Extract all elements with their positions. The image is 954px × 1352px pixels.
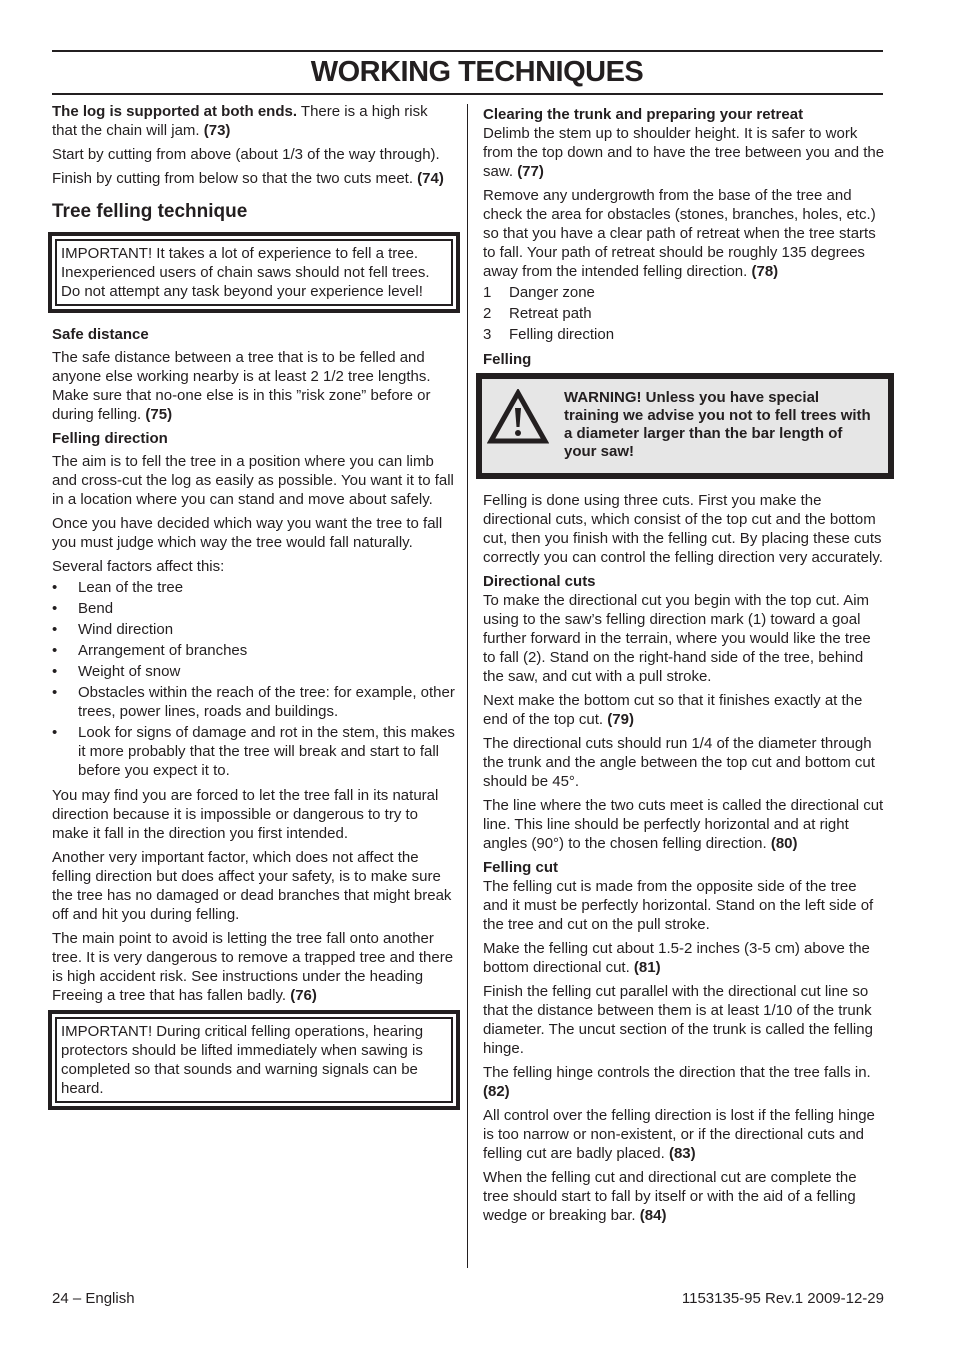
column-divider [467, 104, 468, 1268]
paragraph [52, 848, 456, 924]
paragraph-text: Start by cutting from above (about 1/3 of the way through). [52, 146, 440, 163]
paragraph [483, 1106, 885, 1163]
important-notice-box [48, 232, 460, 313]
figure-reference: (81) [633, 959, 661, 976]
list-item [483, 304, 885, 323]
list-item-text: Danger zone [509, 284, 595, 301]
list-item-text: Retreat path [509, 305, 592, 322]
figure-reference: (74) [417, 170, 444, 187]
list-item [483, 283, 885, 302]
paragraph-text: The aim is to fell the tree in a position where you can limb and cross-cut the log as easily as possible. You want it to fall in a location where you can stand and move about safely. [52, 453, 454, 508]
list-item-text: Obstacles within the reach of the tree: for example, other trees, power lines, roads and buildings. [78, 684, 455, 720]
paragraph [52, 145, 456, 164]
paragraph [52, 557, 456, 576]
list-item [52, 620, 456, 639]
list-marker: 3 [483, 326, 492, 343]
list-marker: • [52, 663, 58, 680]
paragraph-text: The felling hinge controls the direction that the tree falls in. [483, 1064, 871, 1081]
paragraph [52, 102, 456, 140]
subheading: Felling cut [483, 859, 558, 876]
paragraph [483, 796, 885, 853]
subheading: Clearing the trunk and preparing your retreat [483, 106, 804, 123]
list-item [52, 723, 456, 780]
figure-reference: (80) [770, 835, 798, 852]
paragraph-text: All control over the felling direction is lost if the felling hinge is too narrow or non-existent, or if the directional cuts and felling cut are badly placed. [483, 1107, 875, 1162]
paragraph-text: Remove any undergrowth from the base of the tree and check the area for obstacles (stones, branches, holes, etc.) so that you have a clear path of retreat when the tree starts to fall. Your path of retreat should be roughly 135 degrees away from the intended felling direction. [483, 187, 876, 280]
list-marker: 2 [483, 305, 492, 322]
list-item-text: Arrangement of branches [78, 642, 248, 659]
list-marker: • [52, 621, 58, 638]
paragraph-text: The directional cuts should run 1/4 of the diameter through the trunk and the angle between the top cut and bottom cut should be 45°. [483, 735, 875, 790]
paragraph [52, 452, 456, 509]
figure-reference: (84) [639, 1207, 667, 1224]
figure-reference: (82) [483, 1083, 510, 1100]
figure-reference: (78) [751, 263, 779, 280]
subheading: Directional cuts [483, 573, 596, 590]
list-marker: • [52, 642, 58, 659]
list-item-text: Lean of the tree [78, 579, 184, 596]
paragraph-text: Several factors affect this: [52, 558, 225, 575]
list-item [52, 599, 456, 618]
list-item [52, 683, 456, 721]
figure-reference: (83) [668, 1145, 696, 1162]
paragraph [52, 514, 456, 552]
page-title: WORKING TECHNIQUES [310, 56, 644, 88]
paragraph [483, 1168, 885, 1225]
paragraph [483, 1063, 885, 1101]
subheading: Felling [483, 351, 532, 368]
title-underline [52, 93, 883, 95]
list-item-text: Felling direction [509, 326, 615, 343]
paragraph [483, 691, 885, 729]
paragraph-text: Finish by cutting from below so that the two cuts meet. [52, 170, 418, 187]
bold-lead: The log is supported at both ends. [52, 103, 298, 120]
list-marker: • [52, 579, 58, 596]
document-revision: 1153135-95 Rev.1 2009-12-29 [681, 1290, 884, 1307]
list-item [52, 662, 456, 681]
paragraph-text: Next make the bottom cut so that it finishes exactly at the end of the top cut. [483, 692, 863, 728]
top-rule [52, 50, 883, 52]
list-marker: 1 [483, 284, 492, 301]
page-number: 24 – English [52, 1290, 135, 1307]
paragraph-text: To make the directional cut you begin with the top cut. Aim using to the saw’s felling direction mark (1) toward a goal further forward in the terrain, where you would like the tree to fall (2). Stand on the right-hand side of the tree, behind the saw, and cut with a pull stroke. [483, 592, 871, 685]
warning-text: WARNING! Unless you have special training we advise you not to fell trees with a diameter larger than the bar length of your saw! [564, 389, 871, 460]
paragraph [483, 939, 885, 977]
section-heading: Tree felling technique [52, 201, 248, 222]
paragraph-text: The safe distance between a tree that is to be felled and anyone else working nearby is at least 2 1/2 tree lengths. Make sure that no-one else is in this ”risk zone” before or during felling. [52, 349, 431, 423]
paragraph [483, 734, 885, 791]
list-item-text: Bend [78, 600, 114, 617]
list-marker: • [52, 684, 58, 701]
right-column [483, 102, 885, 1230]
paragraph [483, 124, 885, 181]
list-item-text: Weight of snow [78, 663, 181, 680]
important-notice-box [48, 1010, 460, 1110]
paragraph [52, 786, 456, 843]
paragraph-text: Another very important factor, which does not affect the felling direction but does affect your safety, is to make sure the tree has no damaged or dead branches that might break off and hit you during felling. [52, 849, 452, 923]
list-item-text: Wind direction [78, 621, 174, 638]
paragraph-text: Delimb the stem up to shoulder height. It is safer to work from the top down and to have the tree between you and the saw. [483, 125, 885, 180]
list-item [483, 325, 885, 344]
paragraph-text: Once you have decided which way you want the tree to fall you must judge which way the tree would fall naturally. [52, 515, 443, 551]
paragraph-text: When the felling cut and directional cut are complete the tree should start to fall by itself or with the aid of a felling wedge or breaking bar. [483, 1169, 857, 1224]
list-item [52, 578, 456, 597]
paragraph [483, 491, 885, 567]
list-item [52, 641, 456, 660]
paragraph-text: You may find you are forced to let the tree fall in its natural direction because it is impossible or dangerous to try to make it fall in the direction you first intended. [52, 787, 439, 842]
paragraph [52, 169, 456, 188]
paragraph-text: The main point to avoid is letting the tree fall onto another tree. It is very dangerous to remove a trapped tree and there is high accident risk. See instructions under the heading Freeing a tree that has fallen badly. [52, 930, 454, 1004]
paragraph [52, 348, 456, 424]
subheading: Felling direction [52, 430, 168, 447]
paragraph [483, 877, 885, 934]
subheading: Safe distance [52, 326, 149, 343]
paragraph [52, 929, 456, 1005]
list-marker: • [52, 724, 58, 741]
paragraph-text: Felling is done using three cuts. First you make the directional cuts, which consist of the top cut and the bottom cut, then you finish with the felling cut. By placing these cuts correctly you can control the felling direction very accurately. [483, 492, 883, 566]
paragraph [483, 186, 885, 281]
list-item-text: Look for signs of damage and rot in the stem, this makes it more probably that the tree will break and start to fall before you expect it to. [78, 724, 455, 779]
important-notice-text: IMPORTANT! During critical felling operations, hearing protectors should be lifted immediately when sawing is completed so that sounds and warning signals can be heard. [61, 1023, 424, 1097]
figure-reference: (75) [145, 406, 173, 423]
paragraph-text: The line where the two cuts meet is called the directional cut line. This line should be perfectly horizontal and at right angles (90°) to the chosen felling direction. [483, 797, 884, 852]
figure-reference: (77) [517, 163, 544, 180]
warning-box [476, 373, 894, 479]
figure-reference: (76) [290, 987, 317, 1004]
figure-reference: (73) [203, 122, 231, 139]
important-notice-text: IMPORTANT! It takes a lot of experience to fell a tree. Inexperienced users of chain saws should not fell trees. Do not attempt any task beyond your experience level! [61, 245, 430, 300]
paragraph [483, 591, 885, 686]
figure-reference: (79) [607, 711, 634, 728]
paragraph [483, 982, 885, 1058]
left-column [52, 102, 456, 1122]
list-marker: • [52, 600, 58, 617]
paragraph-text: Make the felling cut about 1.5-2 inches (3-5 cm) above the bottom directional cut. [483, 940, 870, 976]
paragraph-text: The felling cut is made from the opposite side of the tree and it must be perfectly horizontal. Stand on the left side of the tree and cut on the pull stroke. [483, 878, 874, 933]
paragraph-text: There is a high risk that the chain will jam. [52, 103, 428, 139]
paragraph-text: Finish the felling cut parallel with the directional cut line so that the distance between them is at least 1/10 of the trunk diameter. The uncut section of the trunk is called the felling hinge. [483, 983, 873, 1057]
